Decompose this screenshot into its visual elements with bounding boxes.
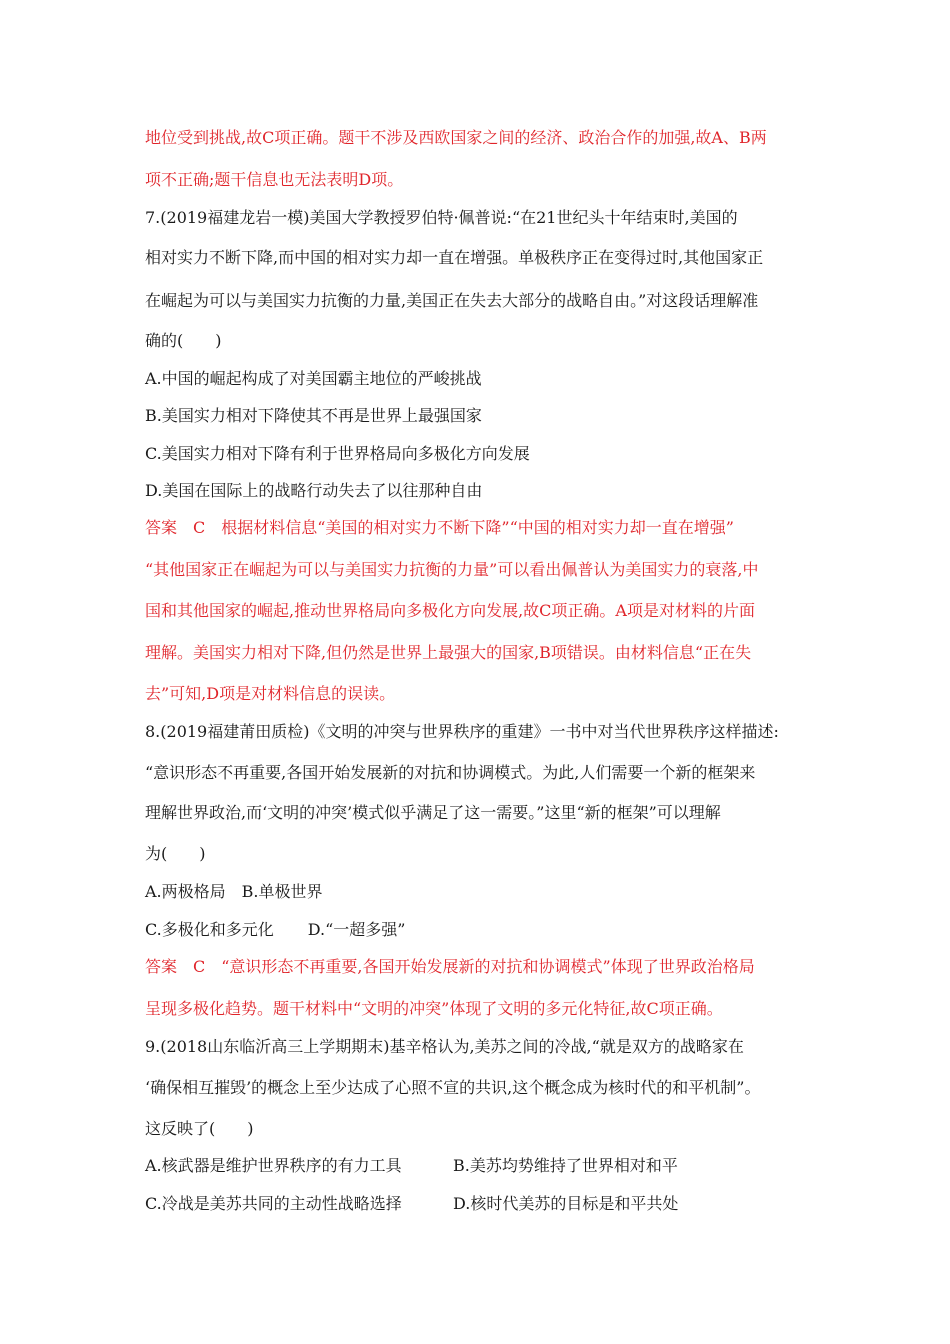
- question-9-option-d: D.核时代美苏的目标是和平共处: [453, 1194, 679, 1213]
- question-7-option-a: A.中国的崛起构成了对美国霸主地位的严峻挑战: [145, 369, 482, 388]
- question-8-option-c: C.多极化和多元化: [145, 920, 274, 939]
- question-8-options-row: [145, 882, 323, 902]
- question-9-stem: ‘确保相互摧毁’的概念上至少达成了心照不宣的共识,这个概念成为核时代的和平机制”。: [145, 1078, 761, 1097]
- question-8-option-a: A.两极格局: [145, 882, 226, 901]
- question-8-stem: 8.(2019福建莆田质检)《文明的冲突与世界秩序的重建》一书中对当代世界秩序这样描述:: [145, 722, 779, 741]
- answer-text-line: 地位受到挑战,故C项正确。题干不涉及西欧国家之间的经济、政治合作的加强,故A、B两: [145, 128, 767, 147]
- question-9-stem: 这反映了( ): [145, 1119, 254, 1138]
- question-9-option-a: A.核武器是维护世界秩序的有力工具: [145, 1156, 402, 1175]
- question-9-options-row: [145, 1194, 678, 1214]
- question-8-stem: 为( ): [145, 844, 206, 863]
- question-7-answer: 理解。美国实力相对下降,但仍然是世界上最强大的国家,B项错误。由材料信息“正在失: [145, 643, 752, 662]
- answer-text-line: 项不正确;题干信息也无法表明D项。: [145, 170, 404, 189]
- question-8-options-row: [145, 920, 405, 940]
- question-7-stem: 相对实力不断下降,而中国的相对实力却一直在增强。单极秩序正在变得过时,其他国家正: [145, 248, 764, 267]
- question-7-option-d: D.美国在国际上的战略行动失去了以往那种自由: [145, 481, 483, 500]
- question-8-option-b: B.单极世界: [241, 882, 323, 901]
- question-7-stem: 确的( ): [145, 331, 222, 350]
- question-8-stem: “意识形态不再重要,各国开始发展新的对抗和协调模式。为此,人们需要一个新的框架来: [145, 763, 756, 782]
- question-9-option-c: C.冷战是美苏共同的主动性战略选择: [145, 1194, 402, 1213]
- question-9-options-row: [145, 1156, 678, 1176]
- question-7-answer: 国和其他国家的崛起,推动世界格局向多极化方向发展,故C项正确。A项是对材料的片面: [145, 601, 755, 620]
- question-7-stem: 在崛起为可以与美国实力抗衡的力量,美国正在失去大部分的战略自由。”对这段话理解准: [145, 291, 759, 310]
- question-7-option-b: B.美国实力相对下降使其不再是世界上最强国家: [145, 406, 482, 425]
- question-8-option-d: D.“一超多强”: [307, 920, 406, 939]
- question-7-answer: 去”可知,D项是对材料信息的误读。: [145, 684, 396, 703]
- question-7-answer: 答案 C 根据材料信息“美国的相对实力不断下降”“中国的相对实力却一直在增强”: [145, 518, 734, 537]
- question-8-answer: 答案 C “意识形态不再重要,各国开始发展新的对抗和协调模式”体现了世界政治格局: [145, 957, 755, 976]
- question-9-stem: 9.(2018山东临沂高三上学期期末)基辛格认为,美苏之间的冷战,“就是双方的战略家在: [145, 1037, 744, 1056]
- question-7-answer: “其他国家正在崛起为可以与美国实力抗衡的力量”可以看出佩普认为美国实力的衰落,中: [145, 560, 759, 579]
- question-8-answer: 呈现多极化趋势。题干材料中“文明的冲突”体现了文明的多元化特征,故C项正确。: [145, 999, 723, 1018]
- question-7-option-c: C.美国实力相对下降有利于世界格局向多极化方向发展: [145, 444, 530, 463]
- question-8-stem: 理解世界政治,而‘文明的冲突’模式似乎满足了这一需要。”这里“新的框架”可以理解: [145, 803, 721, 822]
- question-9-option-b: B.美苏均势维持了世界相对和平: [453, 1156, 678, 1175]
- question-7-stem: 7.(2019福建龙岩一模)美国大学教授罗伯特·佩普说:“在21世纪头十年结束时,美国的: [145, 208, 738, 227]
